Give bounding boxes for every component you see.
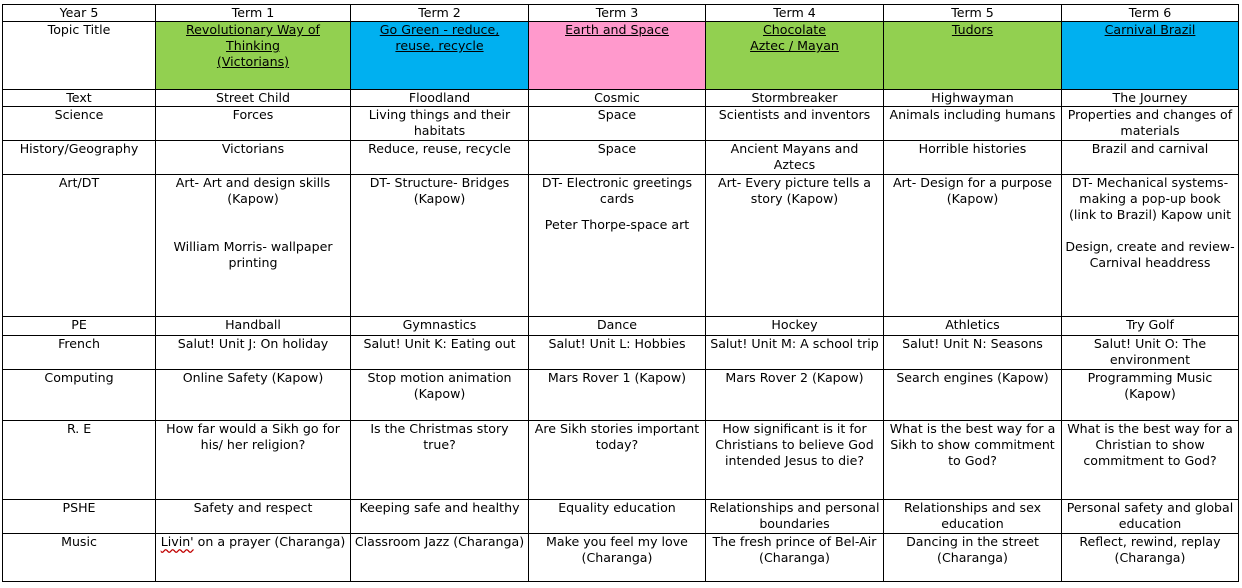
year-label: Year 5: [3, 5, 156, 22]
table-cell: Are Sikh stories important today?: [529, 421, 706, 500]
table-cell: Online Safety (Kapow): [156, 370, 351, 421]
term-header: Term 2: [351, 5, 529, 22]
table-cell: Is the Christmas story true?: [351, 421, 529, 500]
table-cell: Relationships and personal boundaries: [706, 500, 884, 534]
cell-text: Peter Thorpe-space art: [544, 217, 690, 232]
table-cell: Handball: [156, 317, 351, 336]
topic-line: Go Green - reduce,: [379, 22, 500, 37]
table-cell: Classroom Jazz (Charanga): [351, 534, 529, 582]
table-cell: Salut! Unit K: Eating out: [351, 336, 529, 370]
row-label: French: [3, 336, 156, 370]
cell-text: on a prayer (Charanga): [193, 534, 346, 549]
table-cell: Stop motion animation (Kapow): [351, 370, 529, 421]
table-cell: Forces: [156, 107, 351, 141]
row-label: History/Geography: [3, 141, 156, 175]
topic-row: [3, 22, 1239, 90]
row-label: Computing: [3, 370, 156, 421]
table-cell: Art- Every picture tells a story (Kapow): [706, 175, 884, 317]
table-cell: Animals including humans: [884, 107, 1062, 141]
term-header: Term 5: [884, 5, 1062, 22]
topic-title-term2: [351, 22, 529, 90]
cell-text: Art- Art and design skills (Kapow): [175, 175, 331, 206]
table-cell: Keeping safe and healthy: [351, 500, 529, 534]
table-cell: Space: [529, 107, 706, 141]
table-cell: Try Golf: [1062, 317, 1239, 336]
art-dt-row: [3, 175, 1239, 317]
term-header: Term 3: [529, 5, 706, 22]
table-cell: How far would a Sikh go for his/ her religion?: [156, 421, 351, 500]
spellcheck-word: Livin': [160, 534, 194, 549]
table-cell: Horrible histories: [884, 141, 1062, 175]
table-cell: [706, 534, 884, 582]
row-label: PSHE: [3, 500, 156, 534]
table-cell: Salut! Unit N: Seasons: [884, 336, 1062, 370]
table-cell: Relationships and sex education: [884, 500, 1062, 534]
pshe-row: [3, 500, 1239, 534]
table-cell: Cosmic: [529, 90, 706, 107]
topic-title-term6: Carnival Brazil: [1062, 22, 1239, 90]
table-cell: Stormbreaker: [706, 90, 884, 107]
table-cell: Dancing in the street (Charanga): [884, 534, 1062, 582]
table-cell: Reduce, reuse, recycle: [351, 141, 529, 175]
table-cell: DT- Structure- Bridges (Kapow): [351, 175, 529, 317]
table-cell: Properties and changes of materials: [1062, 107, 1239, 141]
french-row: [3, 336, 1239, 370]
table-cell: Mars Rover 1 (Kapow): [529, 370, 706, 421]
science-row: [3, 107, 1239, 141]
table-cell: [1062, 175, 1239, 317]
table-cell: Highwayman: [884, 90, 1062, 107]
table-cell: Safety and respect: [156, 500, 351, 534]
table-cell: Salut! Unit L: Hobbies: [529, 336, 706, 370]
topic-line: Chocolate: [762, 22, 826, 37]
table-cell: Street Child: [156, 90, 351, 107]
table-cell: Salut! Unit O: The environment: [1062, 336, 1239, 370]
table-cell: The Journey: [1062, 90, 1239, 107]
table-cell: Dance: [529, 317, 706, 336]
table-cell: Personal safety and global education: [1062, 500, 1239, 534]
table-cell: Floodland: [351, 90, 529, 107]
row-label: PE: [3, 317, 156, 336]
row-label: R. E: [3, 421, 156, 500]
table-cell: Space: [529, 141, 706, 175]
topic-title-term1: [156, 22, 351, 90]
topic-title-term3: Earth and Space: [529, 22, 706, 90]
term-header: Term 1: [156, 5, 351, 22]
table-cell: Salut! Unit J: On holiday: [156, 336, 351, 370]
table-cell: Athletics: [884, 317, 1062, 336]
term-header: Term 6: [1062, 5, 1239, 22]
term-header: Term 4: [706, 5, 884, 22]
table-cell: Ancient Mayans and Aztecs: [706, 141, 884, 175]
cell-text: Design, create and review- Carnival headdress: [1065, 239, 1235, 270]
row-label: Text: [3, 90, 156, 107]
cell-text: DT- Mechanical systems- making a pop-up book (link to Brazil) Kapow unit: [1068, 175, 1232, 222]
topic-line: Revolutionary Way of: [185, 22, 320, 37]
topic-title-term4: [706, 22, 884, 90]
table-cell: Salut! Unit M: A school trip: [706, 336, 884, 370]
cell-text: (Charanga): [759, 550, 830, 565]
table-cell: Programming Music (Kapow): [1062, 370, 1239, 421]
table-cell: Make you feel my love (Charanga): [529, 534, 706, 582]
row-label: Topic Title: [3, 22, 156, 90]
topic-line: Thinking: [226, 38, 280, 53]
computing-row: [3, 370, 1239, 421]
table-cell: Hockey: [706, 317, 884, 336]
table-cell: Living things and their habitats: [351, 107, 529, 141]
topic-title-term5: Tudors: [884, 22, 1062, 90]
row-label: Science: [3, 107, 156, 141]
topic-line: (Victorians): [216, 54, 290, 69]
table-cell: Search engines (Kapow): [884, 370, 1062, 421]
table-cell: What is the best way for a Sikh to show commitment to God?: [884, 421, 1062, 500]
table-cell: Art- Design for a purpose (Kapow): [884, 175, 1062, 317]
table-cell: Victorians: [156, 141, 351, 175]
table-cell: Equality education: [529, 500, 706, 534]
cell-text: The fresh prince of Bel-Air: [712, 534, 877, 549]
curriculum-table: [2, 4, 1239, 582]
cell-text: William Morris- wallpaper printing: [173, 239, 333, 270]
cell-text: DT- Electronic greetings cards: [541, 175, 693, 206]
table-cell: How significant is it for Christians to believe God intended Jesus to die?: [706, 421, 884, 500]
pe-row: [3, 317, 1239, 336]
table-cell: Mars Rover 2 (Kapow): [706, 370, 884, 421]
text-row: [3, 90, 1239, 107]
table-cell: [156, 534, 351, 582]
table-cell: Gymnastics: [351, 317, 529, 336]
header-row: [3, 5, 1239, 22]
table-cell: Scientists and inventors: [706, 107, 884, 141]
re-row: [3, 421, 1239, 500]
topic-line: Aztec / Mayan: [750, 38, 839, 53]
table-cell: What is the best way for a Christian to show commitment to God?: [1062, 421, 1239, 500]
table-cell: [156, 175, 351, 317]
music-row: [3, 534, 1239, 582]
history-geography-row: [3, 141, 1239, 175]
table-cell: Brazil and carnival: [1062, 141, 1239, 175]
row-label: Music: [3, 534, 156, 582]
topic-line: reuse, recycle: [395, 38, 484, 53]
table-cell: [529, 175, 706, 317]
table-cell: Reflect, rewind, replay (Charanga): [1062, 534, 1239, 582]
row-label: Art/DT: [3, 175, 156, 317]
